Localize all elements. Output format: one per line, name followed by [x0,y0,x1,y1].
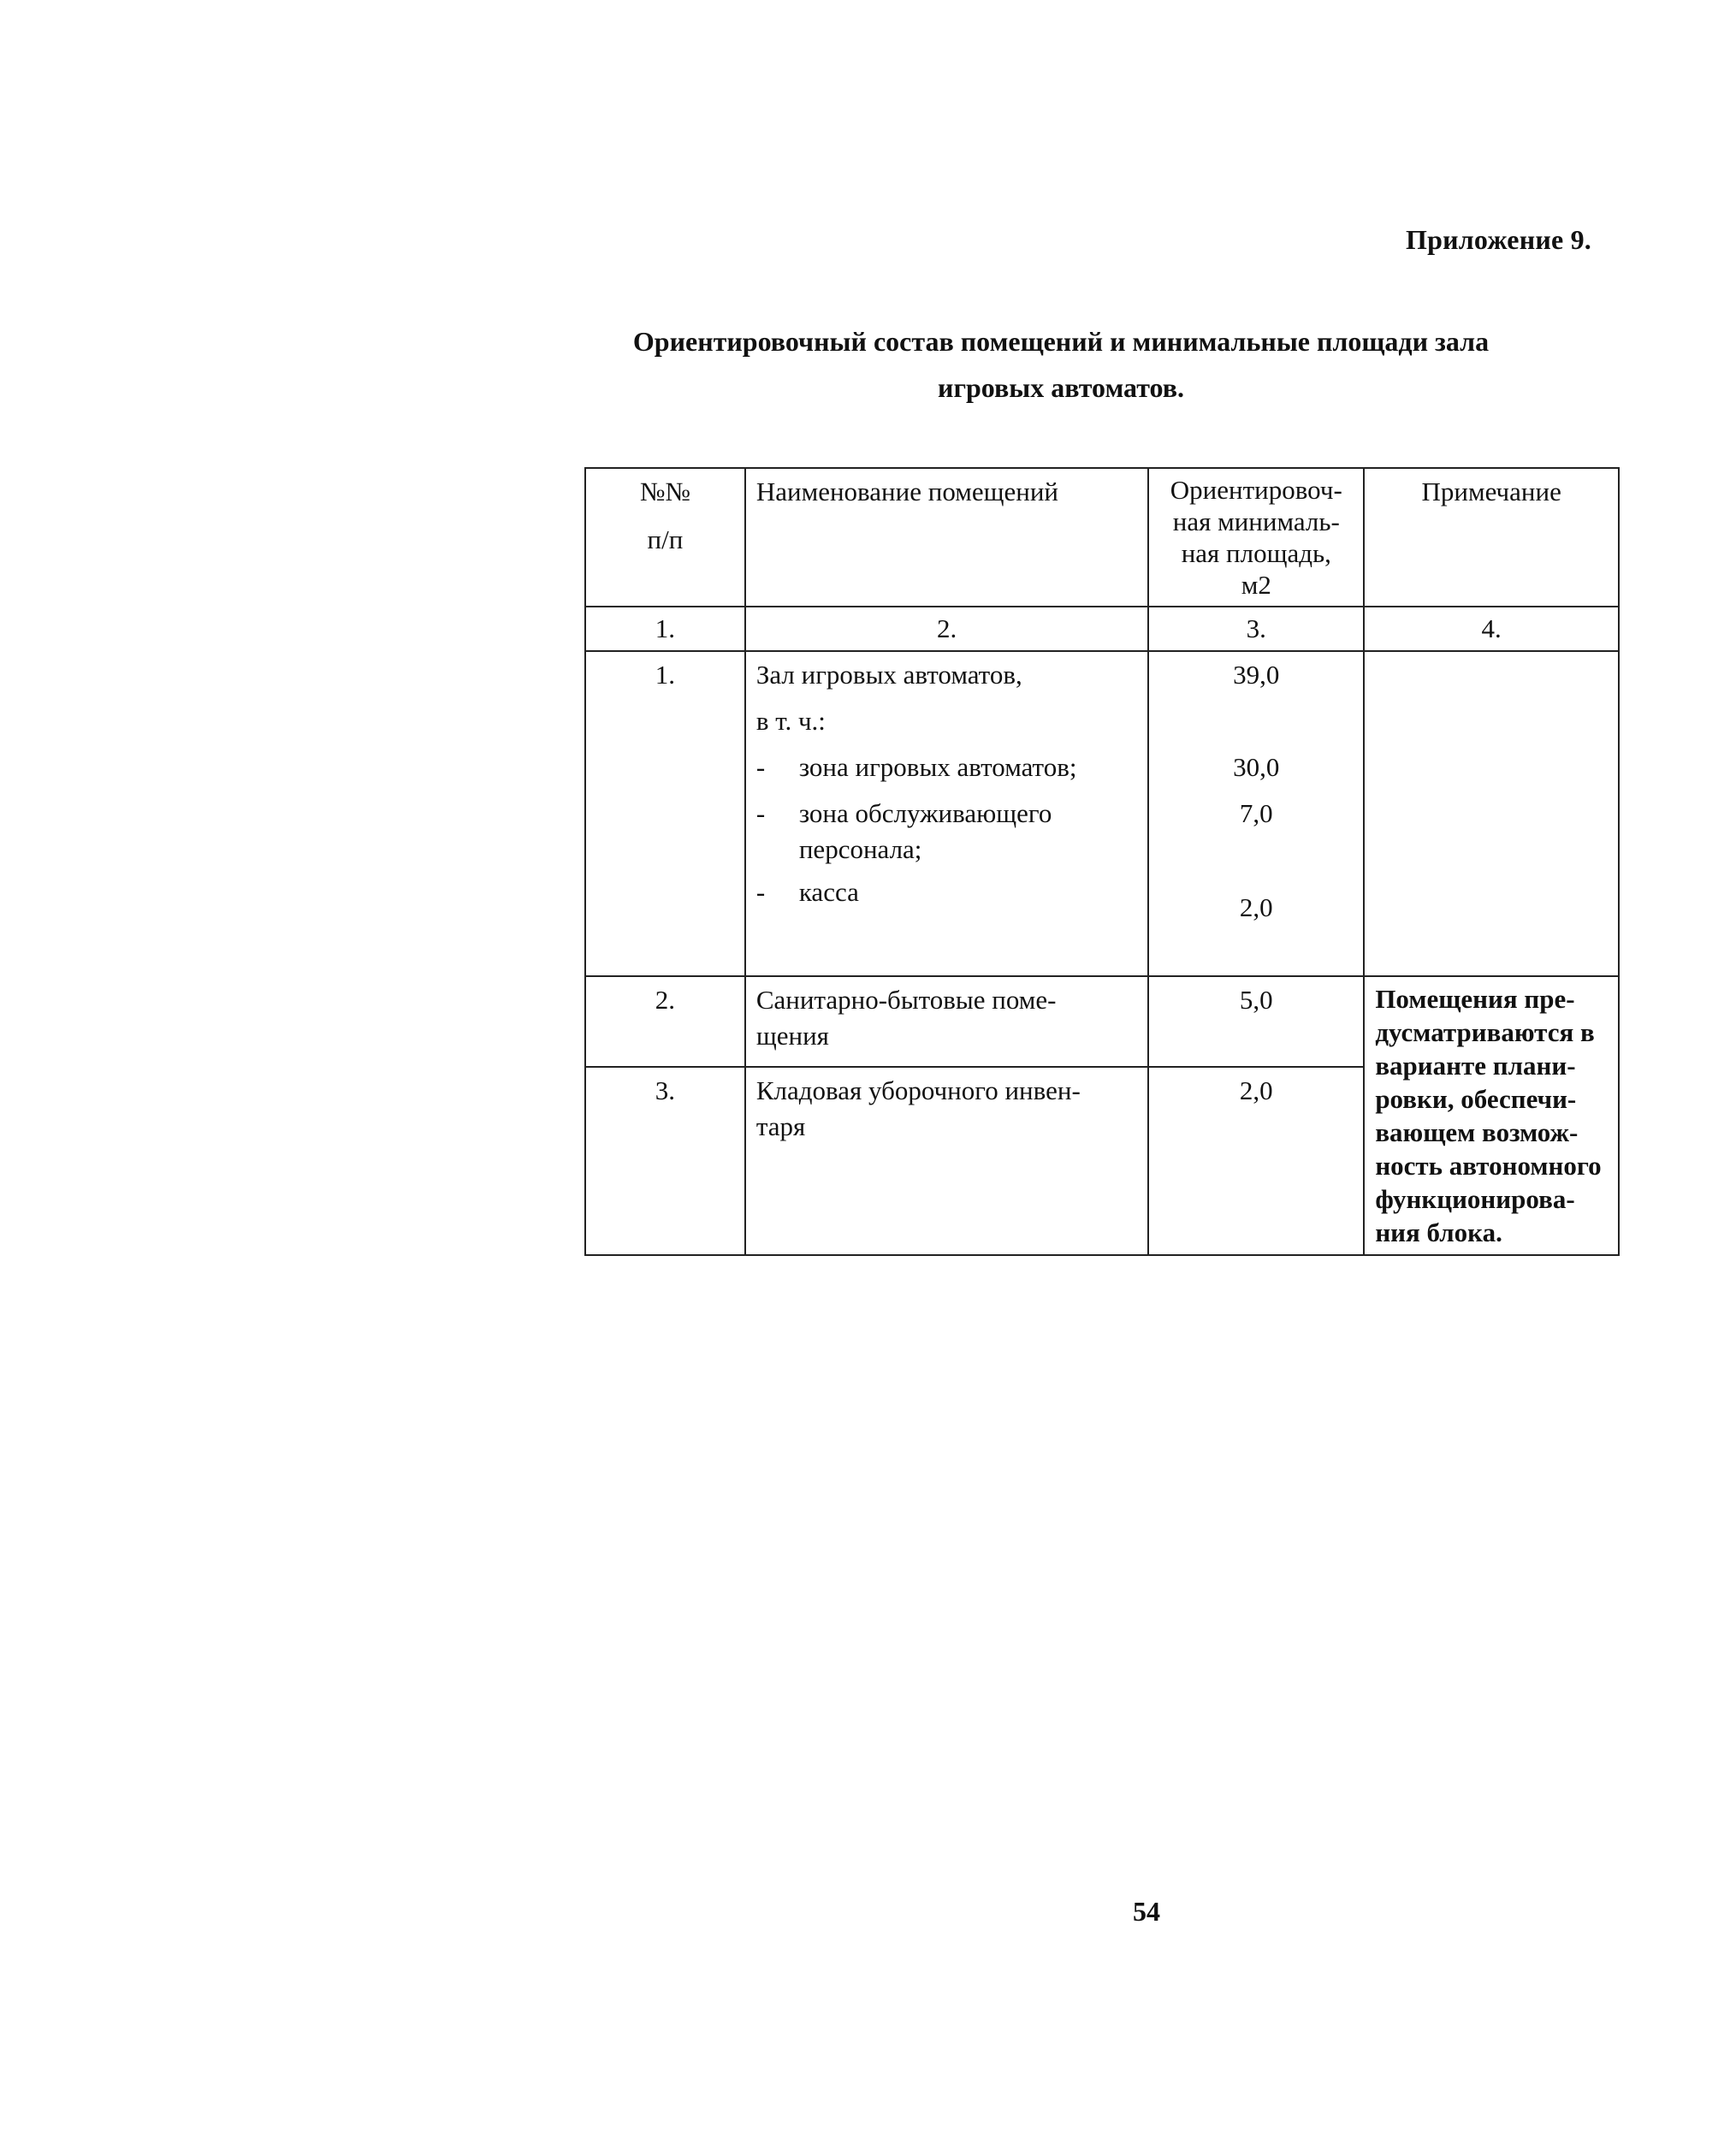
item-2-text-line-1: зона обслуживающего [798,798,1052,828]
note-line-4: ровки, обеспечи- [1375,1084,1577,1114]
note-line-1: Помещения пре- [1375,984,1575,1014]
page-number: 54 [1133,1896,1160,1927]
row-1-item-3 [756,874,1137,910]
row-1-number: 1. [585,651,745,976]
row-2-name [745,976,1148,1067]
item-1-dash: - [755,752,766,782]
column-number-4: 4. [1364,607,1619,651]
item-1-text: зона игровых автоматов; [798,752,1077,782]
row-1-item-1 [756,749,1137,785]
note-line-7: функционирова- [1375,1184,1575,1214]
row-3-number: 3. [585,1067,745,1255]
header-area-line-4: м2 [1241,570,1271,600]
row-3-name-line-1: Кладовая уборочного инвен- [755,1075,1081,1105]
title-line-2: игровых автоматов. [938,372,1184,403]
item-1-area: 30,0 [1233,752,1280,782]
column-number-3: 3. [1148,607,1364,651]
note-line-6: ность автономного [1375,1151,1602,1181]
item-2-text-line-2: персонала; [798,834,922,864]
row-2-area: 5,0 [1148,976,1364,1067]
row-3-name-line-2: таря [755,1110,806,1141]
header-note: Примечание [1364,468,1619,607]
row-1-name [745,651,1148,976]
row-1-including: в т. ч.: [755,706,826,736]
column-number-2: 2. [745,607,1148,651]
header-area [1148,468,1364,607]
row-2-name-line-2: щения [755,1021,829,1051]
appendix-label: Приложение 9. [1406,224,1591,255]
item-2-text [799,796,1052,868]
header-number-line-1: №№ [639,477,690,506]
row-2-name-line-1: Санитарно-бытовые поме- [755,985,1057,1015]
item-3-area: 2,0 [1239,892,1273,922]
row-1-note [1364,651,1619,976]
item-3-dash: - [755,877,766,907]
table-row [585,976,1619,1067]
row-2-number: 2. [585,976,745,1067]
row-3-name [745,1067,1148,1255]
column-number-1: 1. [585,607,745,651]
row-1-area [1148,651,1364,976]
row-1-item-2 [756,796,1137,868]
note-line-3: варианте плани- [1375,1051,1576,1081]
item-3-text: касса [798,877,859,907]
header-area-line-1: Ориентировоч- [1170,475,1342,505]
note-line-5: вающем возмож- [1375,1117,1579,1147]
note-line-2: дусматриваются в [1375,1017,1595,1047]
document-title [590,318,1532,411]
title-line-1: Ориентировочный состав помещений и минимальные площади зала [632,326,1490,357]
column-number-row [585,607,1619,651]
shared-note [1364,976,1619,1255]
row-3-area: 2,0 [1148,1067,1364,1255]
item-2-dash: - [755,798,766,828]
header-area-line-2: ная минималь- [1172,506,1340,536]
row-1-title: Зал игровых автоматов, [755,660,1022,690]
item-2-area: 7,0 [1239,798,1273,828]
header-area-line-3: ная площадь, [1181,538,1331,568]
rooms-table [584,467,1620,1256]
table-header-row [585,468,1619,607]
header-number [585,468,745,607]
note-line-8: ния блока. [1375,1217,1502,1247]
header-number-line-2: п/п [647,524,684,554]
table-row [585,651,1619,976]
row-1-area-total: 39,0 [1233,660,1280,690]
header-name: Наименование помещений [745,468,1148,607]
